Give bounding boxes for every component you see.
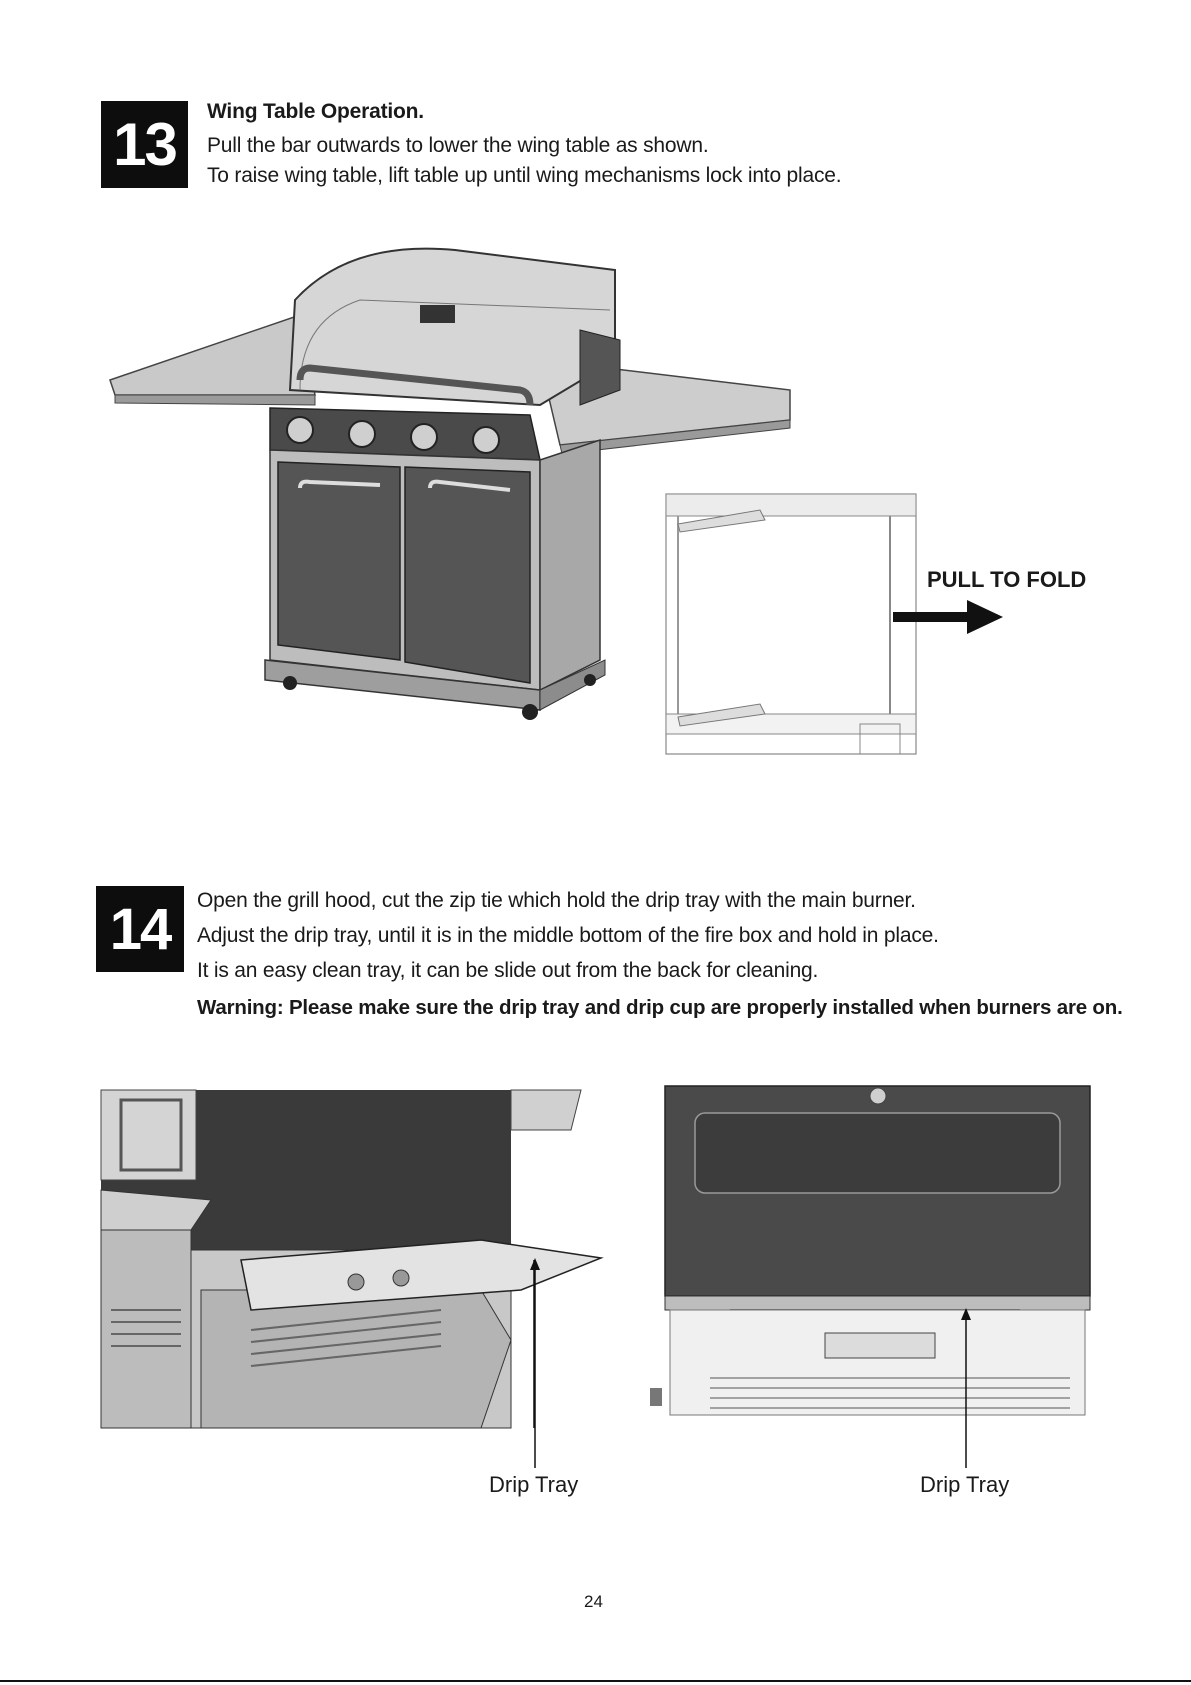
step-13-badge [101, 101, 188, 188]
step-13-line-1: Pull the bar outwards to lower the wing table as shown. [207, 134, 709, 157]
step-13-line-2: To raise wing table, lift table up until wing mechanisms lock into place. [207, 164, 842, 187]
drip-tray-label-right: Drip Tray [920, 1472, 1010, 1497]
drip-tray-callout-left-line [530, 1258, 540, 1468]
step-14-line-1: Open the grill hood, cut the zip tie which hold the drip tray with the main burner. [197, 889, 916, 912]
pull-arrow-icon [893, 600, 1003, 636]
step-13-number: 13 [113, 111, 176, 178]
step-14-warning: Warning: Please make sure the drip tray and drip cup are properly installed when burners are on. [197, 996, 1123, 1019]
step-14-line-2: Adjust the drip tray, until it is in the middle bottom of the fire box and hold in place. [197, 924, 939, 947]
bottom-rule [0, 1680, 1191, 1682]
step-14-line-3: It is an easy clean tray, it can be slide out from the back for cleaning. [197, 959, 819, 982]
drip-tray-callout-right-line [961, 1308, 971, 1468]
page-number: 24 [584, 1592, 603, 1611]
wing-mechanism-detail [660, 492, 922, 762]
step-14-number: 14 [109, 896, 171, 962]
drip-tray-label-left: Drip Tray [489, 1472, 579, 1497]
pull-to-fold-label: PULL TO FOLD [927, 567, 1087, 592]
drip-tray-rear-view [650, 1078, 1105, 1420]
step-14-badge [96, 886, 184, 972]
step-13-title: Wing Table Operation. [207, 100, 424, 123]
